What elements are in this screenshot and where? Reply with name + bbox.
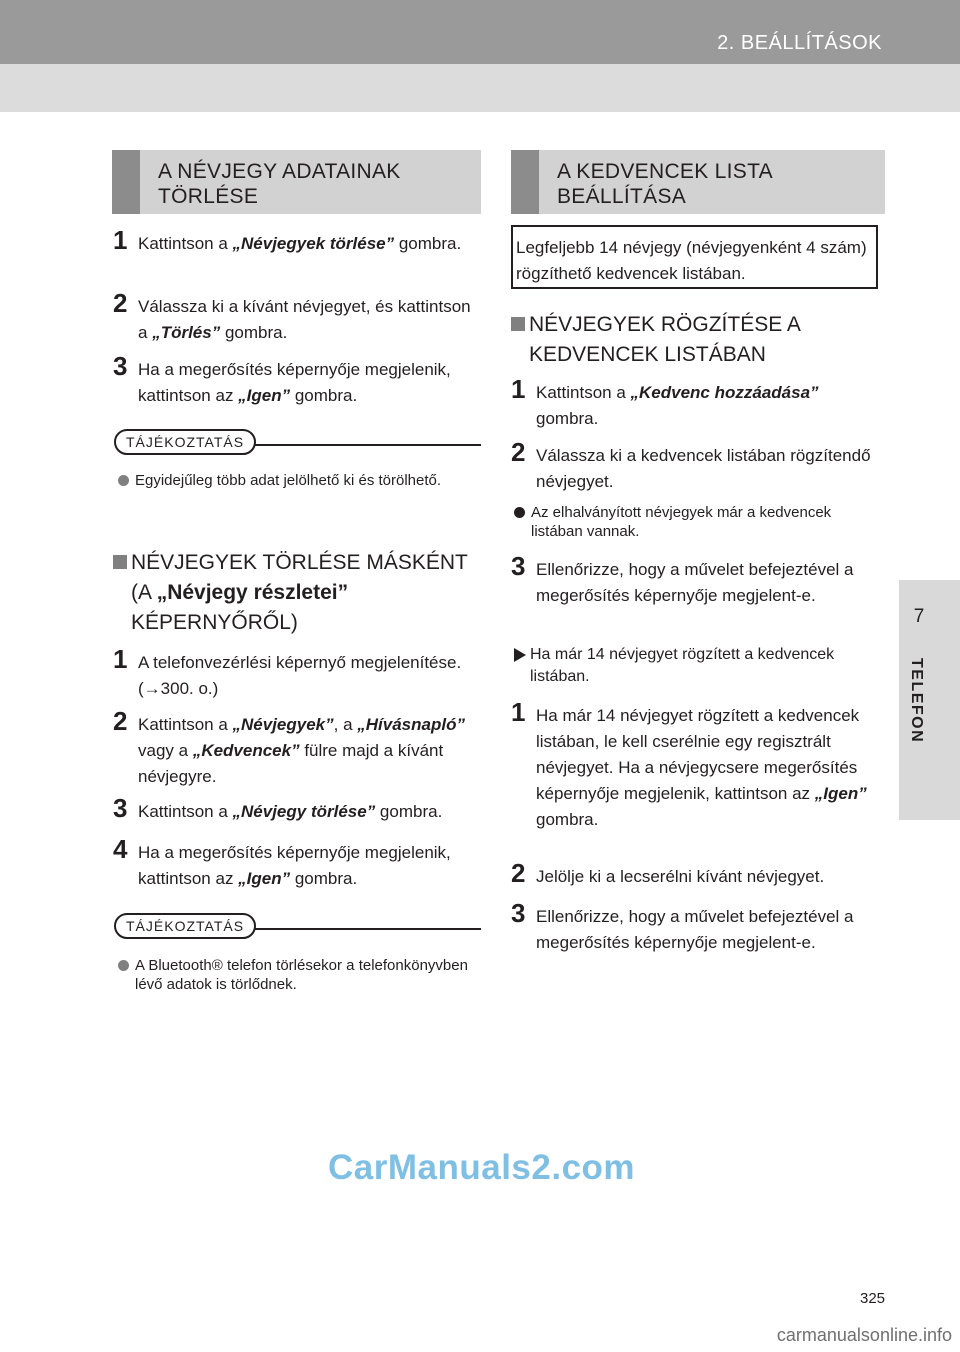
left-step-1 <box>113 225 481 257</box>
info-label-1: TÁJÉKOZTATÁS <box>114 429 256 455</box>
right-step-5 <box>511 858 885 890</box>
note-box: Legfeljebb 14 névjegy (névjegyenként 4 szám) rögzíthető kedvencek listában. <box>511 225 878 289</box>
arrow-right-icon <box>514 648 526 662</box>
chapter-label: TELEFON <box>908 658 925 744</box>
step-text: Ha a megerősítés képernyője megjelenik, kattintson az „Igen” gombra. <box>138 360 451 405</box>
step-number: 1 <box>511 697 526 727</box>
chapter-tab[interactable] <box>899 580 960 820</box>
right-step-2 <box>511 437 885 495</box>
bullet-icon <box>514 507 525 518</box>
page-number: 325 <box>860 1290 886 1307</box>
step-number: 3 <box>113 351 128 381</box>
bullet-text: Az elhalványított névjegyek már a kedvencek listában vannak. <box>531 504 832 540</box>
step-number: 2 <box>511 858 526 888</box>
step-number: 1 <box>511 374 526 404</box>
left-step-a3 <box>113 793 481 825</box>
bullet-icon <box>118 960 129 971</box>
bullet-icon <box>118 475 129 486</box>
right-arrow-item <box>514 644 884 688</box>
square-bullet-icon <box>113 555 127 569</box>
info-divider-1 <box>240 444 481 446</box>
left-step-a4 <box>113 834 481 892</box>
step-number: 3 <box>511 551 526 581</box>
step-text: Válassza ki a kívánt névjegyet, és kattintson a „Törlés” gombra. <box>138 297 471 342</box>
subheading-text: NÉVJEGYEK TÖRLÉSE MÁSKÉNT (A „Névjegy részletei” KÉPERNYŐRŐL) <box>131 551 468 634</box>
step-number: 4 <box>113 834 128 864</box>
chapter-number: 7 <box>913 606 925 627</box>
step-text: A telefonvezérlési képernyő megjelenítése. (→300. o.) <box>138 653 462 698</box>
left-step-a1 <box>113 644 481 702</box>
step-number: 2 <box>511 437 526 467</box>
left-step-3 <box>113 351 481 409</box>
step-number: 1 <box>113 644 128 674</box>
step-text: Ellenőrizze, hogy a művelet befejeztével a megerősítés képernyője megjelent-e. <box>536 560 854 605</box>
section-title: 2. BEÁLLÍTÁSOK <box>717 32 882 54</box>
step-text: Jelölje ki a lecserélni kívánt névjegyet. <box>536 867 825 886</box>
left-step-a2 <box>113 706 481 790</box>
subheading-text: NÉVJEGYEK RÖGZÍTÉSE A KEDVENCEK LISTÁBAN <box>529 313 800 366</box>
info-bullet-1 <box>118 471 478 490</box>
step-text: Ellenőrizze, hogy a művelet befejeztével a megerősítés képernyője megjelent-e. <box>536 907 854 952</box>
left-section-title: A NÉVJEGY ADATAINAK TÖRLÉSE <box>158 160 401 208</box>
arrow-text: Ha már 14 névjegyet rögzített a kedvencek listában. <box>530 646 835 685</box>
right-step-3 <box>511 551 885 609</box>
header-sub-band <box>0 64 960 112</box>
step-text: Kattintson a „Kedvenc hozzáadása” gombra. <box>536 383 819 428</box>
step-text: Ha már 14 névjegyet rögzített a kedvencek listában, le kell cserélnie egy regisztrált névjegyet. Ha a névjegycsere megerősítés képernyője megjelenik, kattintson az „Igen” gombra. <box>536 706 867 829</box>
header-bar <box>0 0 960 64</box>
bullet-text: A Bluetooth® telefon törlésekor a telefonkönyvben lévő adatok is törlődnek. <box>135 957 468 993</box>
right-step-4 <box>511 697 885 833</box>
step-text: Kattintson a „Névjegyek törlése” gombra. <box>138 234 462 253</box>
step-text: Kattintson a „Névjegyek”, a „Hívásnapló” vagy a „Kedvencek” fülre majd a kívánt névjegyre. <box>138 715 465 786</box>
right-bullet-1 <box>514 503 884 541</box>
right-section-header <box>511 150 885 214</box>
bullet-text: Egyidejűleg több adat jelölhető ki és törölhető. <box>135 472 442 489</box>
watermark-logo: CarManuals2.com <box>328 1148 636 1187</box>
step-number: 2 <box>113 706 128 736</box>
step-text: Válassza ki a kedvencek listában rögzítendő névjegyet. <box>536 446 871 491</box>
step-number: 1 <box>113 225 128 255</box>
right-subheading <box>511 310 885 370</box>
right-section-title: A KEDVENCEK LISTA BEÁLLÍTÁSA <box>557 160 772 208</box>
left-step-2 <box>113 288 481 346</box>
footer-site-link[interactable]: carmanualsonline.info <box>776 1325 952 1345</box>
header-accent <box>511 150 539 214</box>
info-divider-2 <box>240 928 481 930</box>
header-accent <box>112 150 140 214</box>
step-number: 3 <box>113 793 128 823</box>
left-subheading <box>113 548 481 638</box>
step-text: Ha a megerősítés képernyője megjelenik, kattintson az „Igen” gombra. <box>138 843 451 888</box>
info-label-2: TÁJÉKOZTATÁS <box>114 913 256 939</box>
step-text: Kattintson a „Névjegy törlése” gombra. <box>138 802 443 821</box>
step-number: 2 <box>113 288 128 318</box>
square-bullet-icon <box>511 317 525 331</box>
right-step-1 <box>511 374 885 432</box>
step-number: 3 <box>511 898 526 928</box>
left-section-header <box>112 150 481 214</box>
right-step-6 <box>511 898 885 956</box>
info-bullet-2 <box>118 956 478 994</box>
